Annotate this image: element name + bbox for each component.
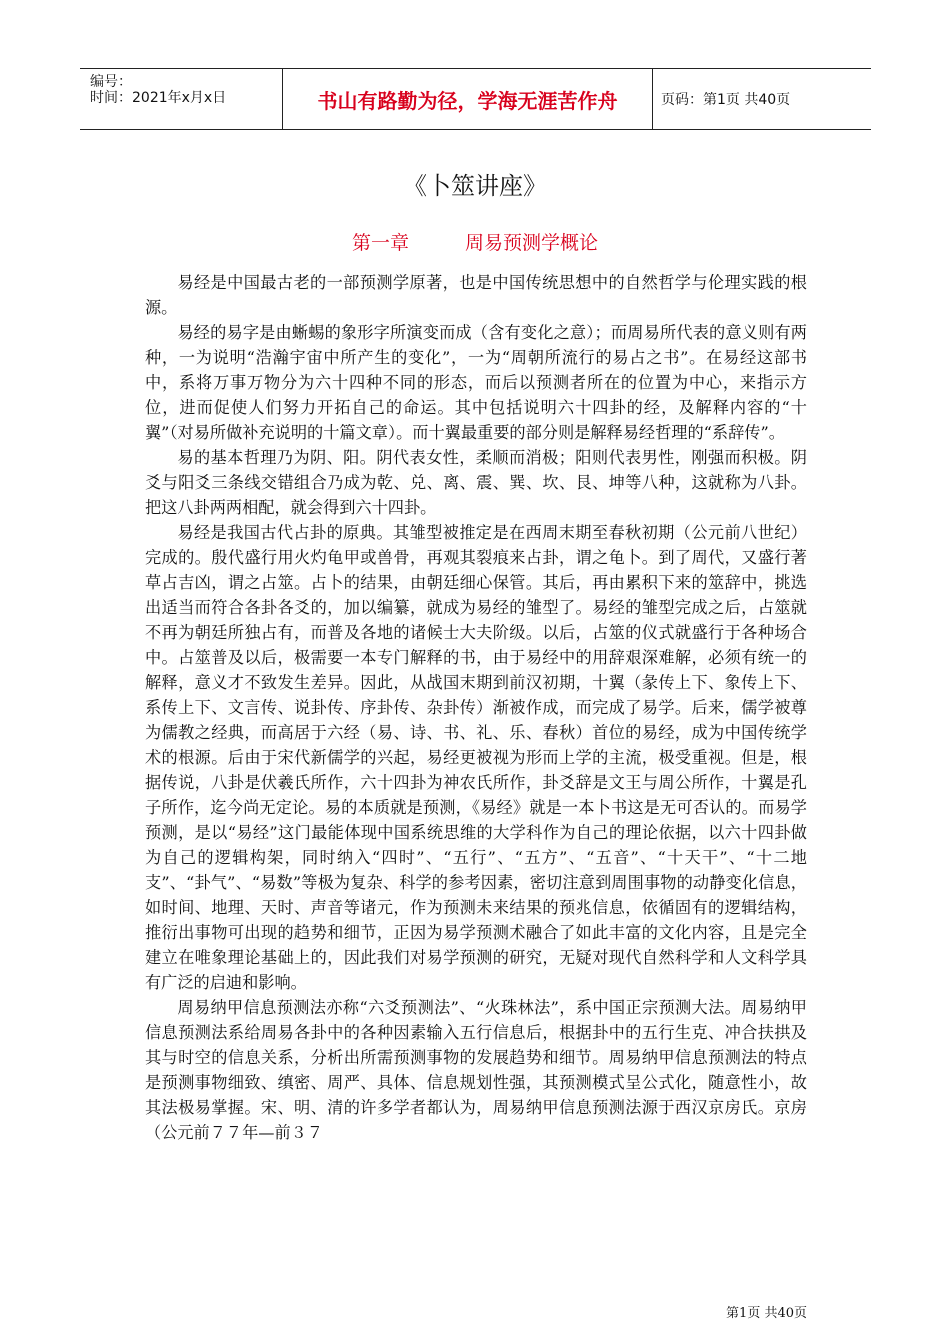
page-footer: 第1页 共40页 — [726, 1306, 807, 1321]
paragraph: 周易纳甲信息预测法亦称“六爻预测法”、“火珠林法”，系中国正宗预测大法。周易纳甲信息预测法系给周易各卦中的各种因素输入五行信息后，根据卦中的五行生克、冲合扶拱及其与时空的信息关系，分析出所需预测事物的发展趋势和细节。周易纳甲信息预测法的特点是预测事物细致、缜密、周严、具体、信息规划性强，其预测模式呈公式化，随意性小，故其法极易掌握。宋、明、清的许多学者都认为，周易纳甲信息预测法源于西汉京房氏。京房（公元前７７年—前３７ — [145, 998, 807, 1142]
paragraph: 易经是中国最古老的一部预测学原著，也是中国传统思想中的自然哲学与伦理实践的根源。 — [145, 273, 807, 317]
header-meta — [80, 69, 282, 129]
header-date: 时间：2021年x月x日 — [90, 90, 227, 106]
header-page-info: 页码：第1页 共40页 — [661, 92, 791, 108]
paragraph: 易经是我国古代占卦的原典。其雏型被推定是在西周末期至春秋初期（公元前八世纪）完成的。殷代盛行用火灼龟甲或兽骨，再观其裂痕来占卦，谓之龟卜。到了周代，又盛行著草占吉凶，谓之占筮。占卜的结果，由朝廷细心保管。其后，再由累积下来的筮辞中，挑选出适当而符合各卦各爻的，加以编纂，就成为易经的雏型了。易经的雏型完成之后，占筮就不再为朝廷所独占有，而普及各地的诸候士大夫阶级。以后，占筮的仪式就盛行于各种场合中。占筮普及以后，极需要一本专门解释的书，由于易经中的用辞艰深难解，必须有统一的解释，意义才不致发生差异。因此，从战国末期到前汉初期，十翼（彖传上下、象传上下、系传上下、文言传、说卦传、序卦传、杂卦传）渐被作成，而完成了易学。后来，儒学被尊为儒教之经典，而高居于六经（易、诗、书、礼、乐、春秋）首位的易经，成为中国传统学术的根源。后由于宋代新儒学的兴起，易经更被视为形而上学的主流，极受重视。但是，根据传说，八卦是伏羲氏所作，六十四卦为神农氏所作，卦爻辞是文王与周公所作，十翼是孔子所作，迄今尚无定论。易的本质就是预测，《易经》就是一本卜书这是无可否认的。而易学预测，是以“易经”这门最能体现中国系统思维的大学科作为自己的理论依据，以六十四卦做为自己的逻辑构架，同时纳入“四时”、“五行”、“五方”、“五音”、“十天干”、“十二地支”、“卦气”、“易数”等极为复杂、科学的参考因素，密切注意到周围事物的动静变化信息，如时间、地理、天时、声音等诸元，作为预测未来结果的预兆信息，依循固有的逻辑结构，推衍出事物可出现的趋势和细节，正因为易学预测术融合了如此丰富的文化内容，且是完全建立在唯象理论基础上的，因此我们对易学预测的研究，无疑对现代自然科学和人文科学具有广泛的启迪和影响。 — [145, 523, 807, 992]
document-title: 《卜筮讲座》 — [403, 172, 547, 200]
chapter-heading — [0, 228, 950, 255]
header-motto: 书山有路勤为径，学海无涯苦作舟 — [317, 88, 618, 113]
body-text — [145, 270, 807, 1145]
paragraph: 易经的易字是由蜥蜴的象形字所演变而成（含有变化之意）；而周易所代表的意义则有两种，一为说明“浩瀚宇宙中所产生的变化”，一为“周朝所流行的易占之书”。在易经这部书中，系将万事万物分为六十四种不同的形态，而后以预测者所在的位置为中心，来指示方位，进而促使人们努力开拓自己的命运。其中包括说明六十四卦的经，及解释内容的“十翼”（对易所做补充说明的十篇文章）。而十翼最重要的部分则是解释易经哲理的“系辞传”。 — [145, 323, 807, 442]
paragraph: 易的基本哲理乃为阴、阳。阴代表女性，柔顺而消极；阳则代表男性，刚强而积极。阴爻与阳爻三条线交错组合乃成为乾、兑、离、震、巽、坎、艮、坤等八种，这就称为八卦。把这八卦两两相配，就会得到六十四卦。 — [145, 448, 807, 517]
chapter-title: 周易预测学概论 — [465, 232, 599, 254]
header-motto-cell — [282, 69, 653, 129]
chapter-number: 第一章 — [351, 232, 409, 254]
document-header — [80, 68, 871, 130]
header-id-label: 编号： — [90, 74, 132, 90]
